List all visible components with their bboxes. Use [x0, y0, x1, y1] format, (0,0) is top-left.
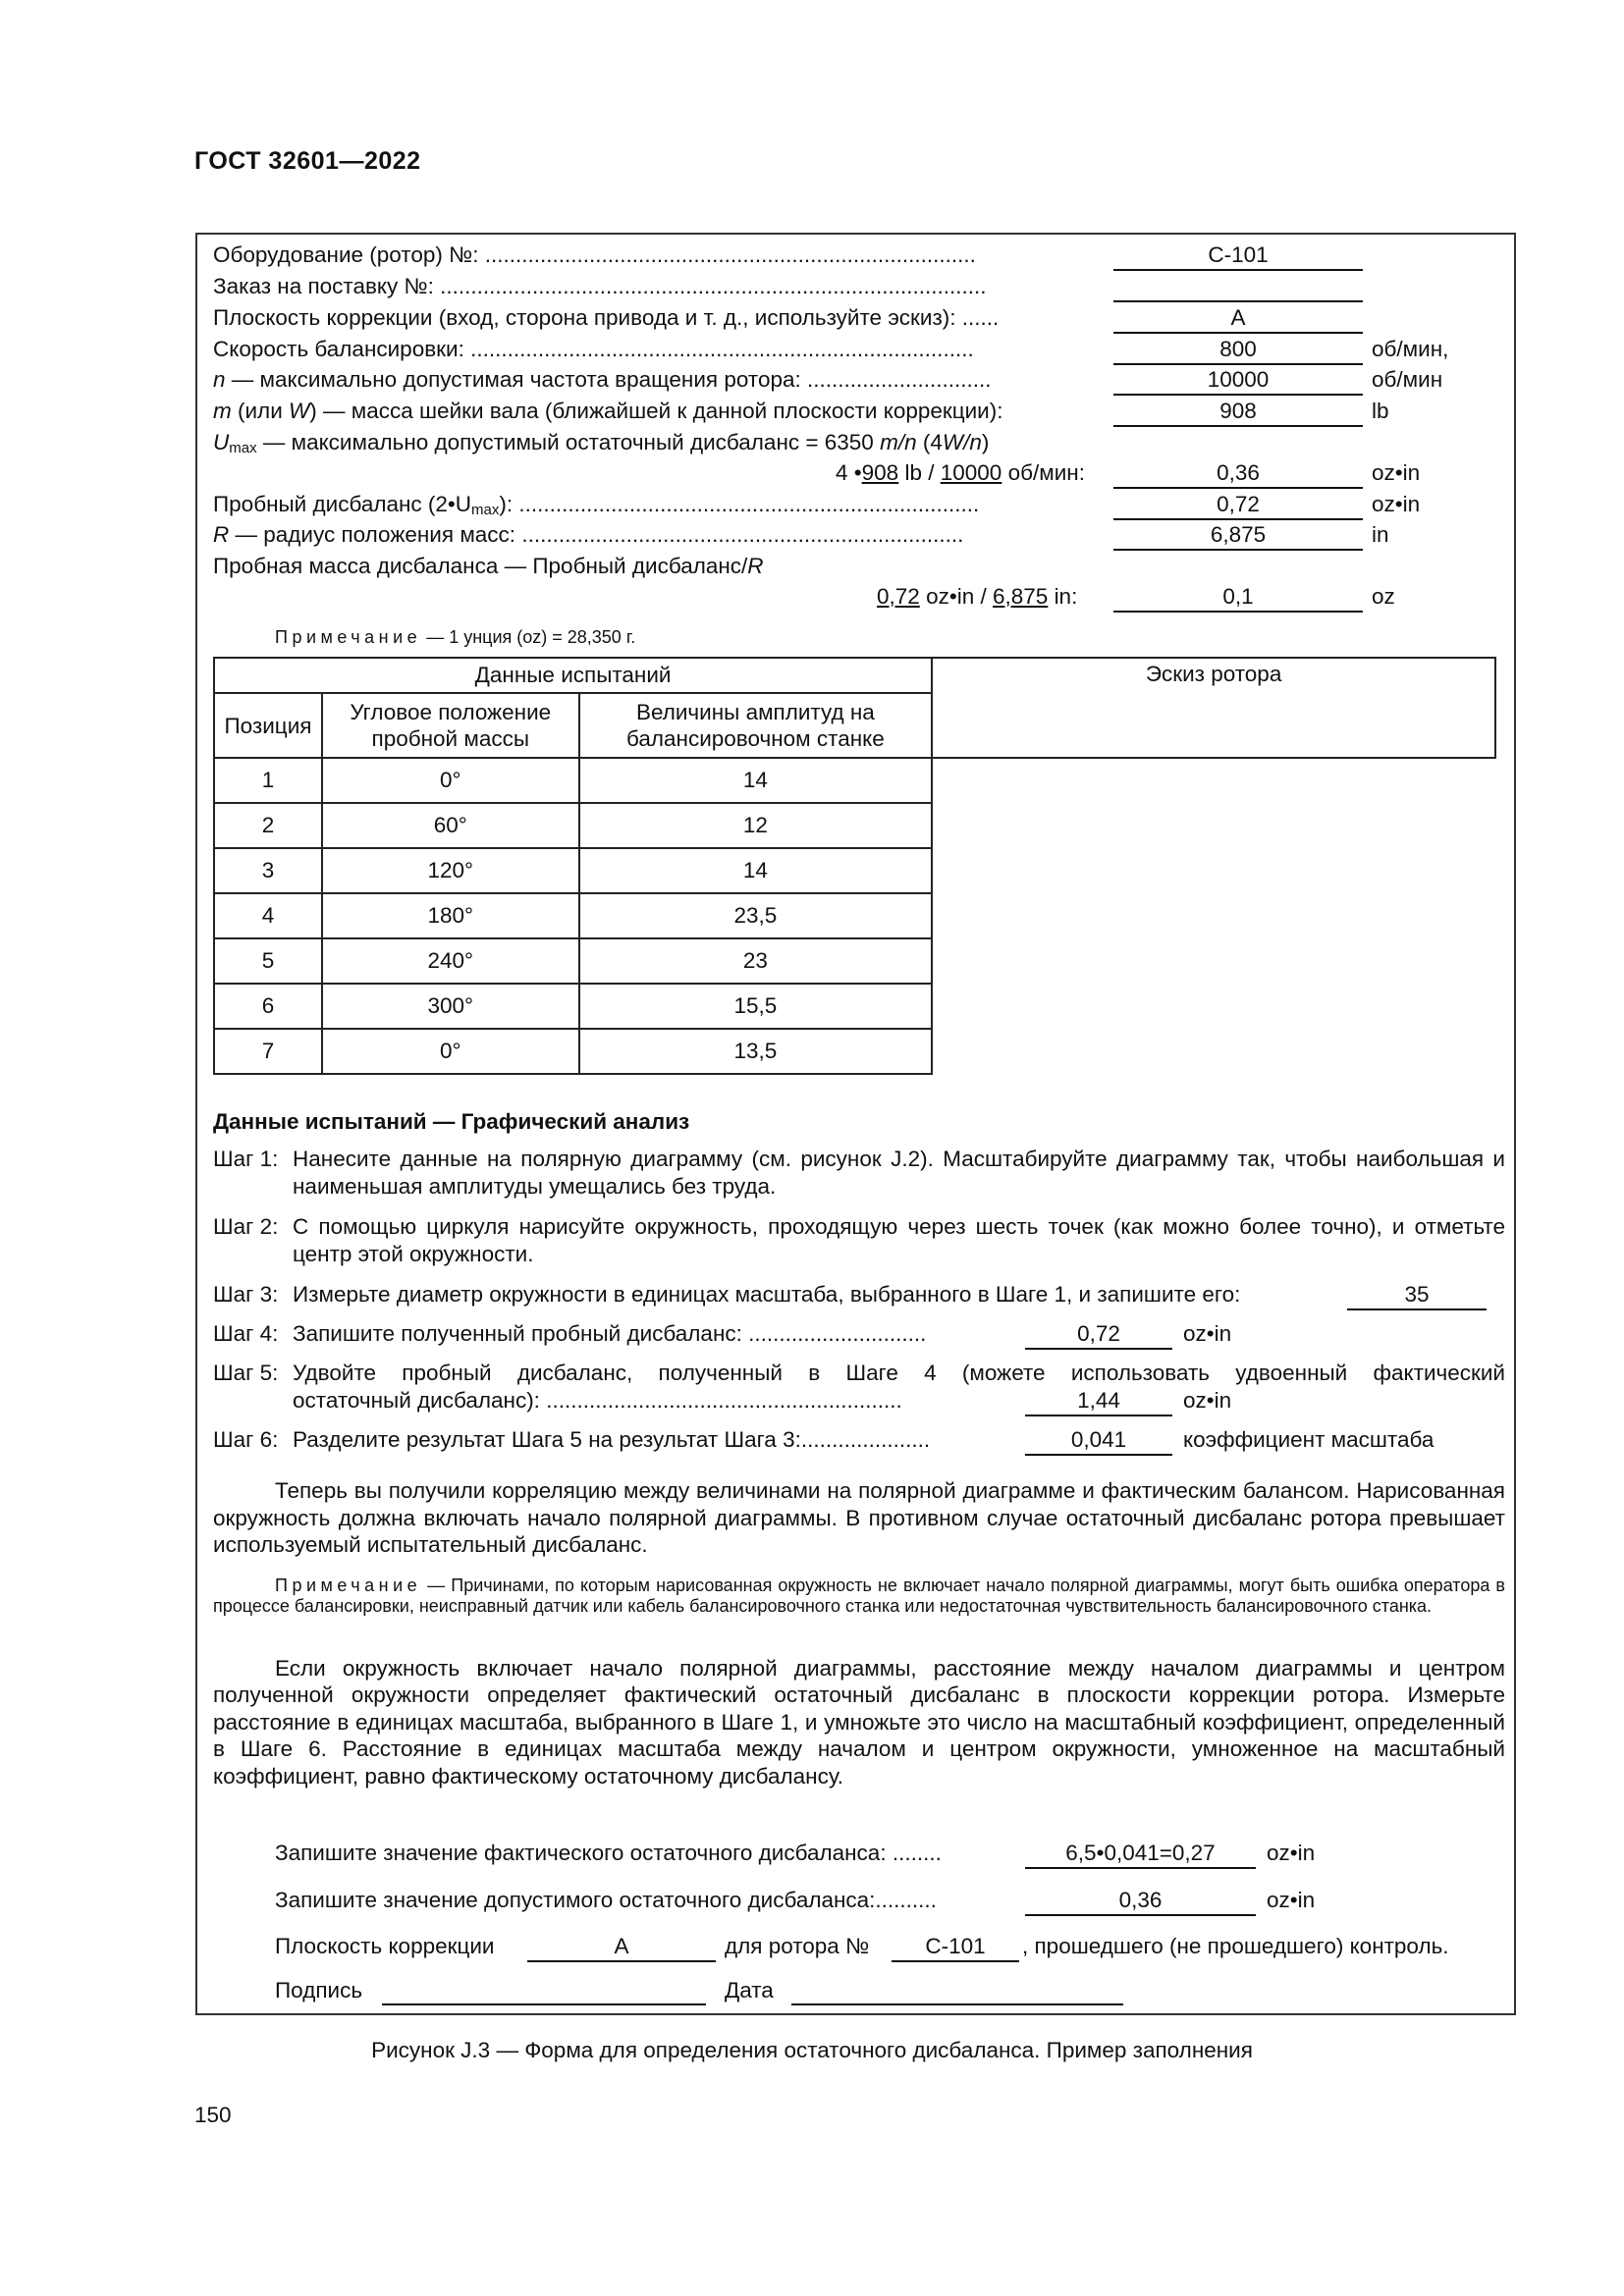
step-4-label: Шаг 4:: [213, 1321, 279, 1346]
trial-mass-calc-b: 6,875: [992, 584, 1049, 609]
date-field[interactable]: [791, 1978, 1123, 2005]
note-ounce-text: — 1 унция (oz) = 28,350 г.: [421, 627, 636, 647]
plane-field[interactable]: А: [1113, 304, 1363, 334]
step-5-field[interactable]: 1,44: [1025, 1387, 1172, 1416]
table-row: [214, 848, 1495, 893]
position-column-header: Позиция: [214, 693, 322, 758]
position-cell: 6: [214, 984, 322, 1029]
actual-residual-field[interactable]: 6,5•0,041=0,27: [1025, 1840, 1256, 1869]
trial-mass-field[interactable]: 0,1: [1113, 583, 1363, 613]
equipment-dots: ................................................................................: [484, 242, 976, 267]
umax-label: — максимально допустимый остаточный дисбаланс = 6350: [256, 430, 881, 454]
umax-calc-line: [836, 459, 1085, 487]
order-field[interactable]: [1113, 273, 1363, 302]
umax-line: [213, 429, 989, 462]
allowed-residual-field[interactable]: 0,36: [1025, 1887, 1256, 1916]
trial-line: [213, 491, 979, 524]
position-cell: 3: [214, 848, 322, 893]
position-cell: 1: [214, 758, 322, 803]
step-4-unit: oz•in: [1183, 1321, 1232, 1346]
rotor-sketch-area: [932, 658, 1495, 758]
position-cell: 5: [214, 938, 322, 984]
plane-result-label: Плоскость коррекции: [275, 1934, 495, 1958]
signature-field[interactable]: [382, 1978, 706, 2005]
speed-label: Скорость балансировки:: [213, 337, 471, 361]
amplitude-cell: 15,5: [579, 984, 933, 1029]
trial-dots: ...........................................................................: [518, 492, 980, 516]
allowed-residual-unit: oz•in: [1267, 1888, 1316, 1912]
note-reasons: [213, 1575, 1505, 1617]
radius-line: [213, 521, 963, 549]
trial-mass-calc-line: [877, 583, 1077, 611]
umax-calc-prefix: 4 •: [836, 460, 862, 485]
umax-calc-mass: 908: [861, 460, 899, 485]
rotor-result-label: для ротора №: [725, 1934, 870, 1958]
paragraph-measurement: Если окружность включает начало полярной диаграммы, расстояние между началом диаграммы и центром полученной окружности определяет фактический остаточный дисбаланс в плоскости коррекции ротора. Измерьте расстояние в единицах масштаба, выбранного в Шаге 1, и умножьте это число на масштабный коэффициент, определенный в Шаге 6. Расстояние в единицах масштаба между началом и центром окружности, умноженное на масштабный коэффициент, равно фактическому остаточному дисбалансу.: [213, 1656, 1505, 1789]
speed-line: [213, 336, 974, 363]
table-row: [214, 758, 1495, 803]
nmax-label: — максимально допустимая частота вращения ротора:: [225, 367, 807, 392]
equipment-label: Оборудование (ротор) №:: [213, 242, 485, 267]
trial-label: Пробный дисбаланс (2•U: [213, 492, 472, 516]
step-5-line2: [293, 1387, 1505, 1415]
trial-label-close: ):: [499, 492, 519, 516]
step-5-label: Шаг 5:: [213, 1361, 279, 1385]
step-1-text: Нанесите данные на полярную диаграмму (см. рисунок J.2). Масштабируйте диаграмму так, чтобы наибольшая и наименьшая амплитуды умещались без труда.: [293, 1147, 1505, 1199]
test-data-table: [213, 657, 1496, 1075]
mass-symbol: m: [213, 399, 232, 423]
verdict-text: , прошедшего (не прошедшего) контроль.: [1022, 1934, 1449, 1958]
step-5-unit: oz•in: [1183, 1388, 1232, 1413]
umax-formula-close: ): [981, 430, 990, 454]
speed-dots: ..................................................................................: [470, 337, 974, 361]
table-row: [214, 938, 1495, 984]
test-data-header: Данные испытаний: [214, 658, 932, 693]
table-row: [214, 984, 1495, 1029]
rotor-sketch-header: Эскиз ротора: [1145, 662, 1282, 686]
angle-cell: 0°: [322, 1029, 579, 1074]
mass-unit: lb: [1372, 399, 1389, 423]
table-row: [214, 893, 1495, 938]
trial-unit: oz•in: [1372, 492, 1421, 516]
step-4: [213, 1320, 1505, 1348]
note-reasons-text: — Причинами, по которым нарисованная окружность не включает начало полярной диаграммы, могут быть ошибка оператора в процессе балансировки, неисправный датчик или кабель балансировочного станка или недостаточная чувствительность балансировочного станка.: [213, 1575, 1505, 1616]
position-cell: 2: [214, 803, 322, 848]
step-1-label: Шаг 1:: [213, 1147, 279, 1171]
angle-cell: 300°: [322, 984, 579, 1029]
amplitude-column-header: Величины амплитуд на балансировочном станке: [579, 693, 933, 758]
actual-residual-unit: oz•in: [1267, 1841, 1316, 1865]
step-3-field[interactable]: 35: [1347, 1281, 1487, 1310]
umax-unit: oz•in: [1372, 460, 1421, 485]
radius-field[interactable]: 6,875: [1113, 521, 1363, 551]
umax-calc-mid: lb /: [904, 460, 935, 485]
allowed-residual-dots: ..........: [875, 1888, 937, 1912]
mass-symbol-w: W: [289, 399, 310, 423]
trial-mass-calc-a-unit: oz•in /: [926, 584, 987, 609]
umax-subscript: max: [229, 440, 257, 456]
position-cell: 4: [214, 893, 322, 938]
trial-mass-label: Пробная масса дисбаланса — Пробный дисбаланс/: [213, 554, 748, 578]
position-cell: 7: [214, 1029, 322, 1074]
angle-cell: 120°: [322, 848, 579, 893]
rotor-result-field[interactable]: С-101: [892, 1933, 1019, 1962]
step-5-text-2: остаточный дисбаланс):: [293, 1388, 547, 1413]
equipment-field[interactable]: С-101: [1113, 241, 1363, 271]
step-3-label: Шаг 3:: [213, 1282, 279, 1307]
angle-column-header: Угловое положение пробной массы: [322, 693, 579, 758]
signature-label: Подпись: [275, 1978, 363, 2002]
note-ounce-prefix: Примечание: [275, 627, 422, 647]
step-4-text: Запишите полученный пробный дисбаланс:: [293, 1321, 749, 1346]
step-6-dots: .....................: [800, 1427, 931, 1452]
equipment-line: [213, 241, 976, 269]
step-1: [213, 1146, 1505, 1201]
step-6-text: Разделите результат Шага 5 на результат Шага 3:: [293, 1427, 801, 1452]
note-ounce: [275, 626, 635, 648]
plane-label: Плоскость коррекции (вход, сторона привода и т. д., используйте эскиз):: [213, 305, 962, 330]
mass-line: [213, 398, 1003, 425]
mass-field[interactable]: 908: [1113, 398, 1363, 427]
trial-subscript: max: [471, 502, 500, 518]
umax-symbol: U: [213, 430, 230, 454]
step-2-label: Шаг 2:: [213, 1214, 279, 1239]
nmax-dots: ..............................: [807, 367, 992, 392]
figure-caption: Рисунок J.3 — Форма для определения остаточного дисбаланса. Пример заполнения: [371, 2038, 1253, 2062]
nmax-line: [213, 366, 992, 394]
nmax-unit: об/мин: [1372, 367, 1443, 392]
angle-cell: 0°: [322, 758, 579, 803]
mass-label-mid: (или: [231, 399, 290, 423]
date-label: Дата: [725, 1978, 774, 2002]
angle-cell: 180°: [322, 893, 579, 938]
umax-calc-speed: 10000: [940, 460, 1002, 485]
actual-residual-line: [275, 1840, 942, 1867]
step-4-line: [293, 1320, 1505, 1348]
step-3: [213, 1281, 1505, 1308]
umax-calc-suffix: об/мин:: [1007, 460, 1085, 485]
step-2-text: С помощью циркуля нарисуйте окружность, проходящую через шесть точек (как можно более точно), и отметьте центр этой окружности.: [293, 1214, 1505, 1266]
analysis-title: Данные испытаний — Графический анализ: [213, 1109, 690, 1134]
page-number: 150: [194, 2103, 232, 2127]
note-reasons-prefix: Примечание: [275, 1575, 422, 1595]
trial-mass-line: [213, 553, 764, 580]
amplitude-cell: 12: [579, 803, 933, 848]
allowed-residual-label: Запишите значение допустимого остаточного дисбаланса:: [275, 1888, 876, 1912]
nmax-symbol: n: [213, 367, 226, 392]
radius-dots: ........................................................................: [521, 522, 964, 547]
trial-mass-calc-a: 0,72: [877, 584, 920, 609]
step-5-dots: ..........................................................: [546, 1388, 902, 1413]
step-6-field[interactable]: 0,041: [1025, 1426, 1172, 1456]
speed-unit: об/мин,: [1372, 337, 1449, 361]
angle-cell: 240°: [322, 938, 579, 984]
trial-field[interactable]: 0,72: [1113, 491, 1363, 520]
allowed-residual-line: [275, 1887, 937, 1914]
amplitude-cell: 14: [579, 758, 933, 803]
umax-formula-alt: W/n: [942, 430, 982, 454]
order-dots: .........................................................................................: [440, 274, 987, 298]
table-row: [214, 803, 1495, 848]
mass-label: ) — масса шейки вала (ближайшей к данной плоскости коррекции):: [309, 399, 1003, 423]
table-row: [214, 1029, 1495, 1074]
order-label: Заказ на поставку №:: [213, 274, 441, 298]
umax-formula-open: (4: [916, 430, 943, 454]
trial-mass-symbol: R: [747, 554, 764, 578]
step-5-text: Удвойте пробный дисбаланс, полученный в Шаге 4 (можете использовать удвоенный фактический: [293, 1361, 1505, 1385]
step-6-label: Шаг 6:: [213, 1427, 279, 1452]
nmax-field[interactable]: 10000: [1113, 366, 1363, 396]
angle-cell: 60°: [322, 803, 579, 848]
actual-residual-dots: ........: [892, 1841, 942, 1865]
speed-field[interactable]: 800: [1113, 336, 1363, 365]
paragraph-correlation: Теперь вы получили корреляцию между величинами на полярной диаграмме и фактическим балансом. Нарисованная окружность должна включать начало полярной диаграммы. В противном случае остаточный дисбаланс ротора превышает используемый испытательный дисбаланс.: [213, 1478, 1505, 1557]
trial-mass-calc-b-unit: in:: [1054, 584, 1078, 609]
plane-dots: ......: [961, 305, 1000, 330]
umax-field[interactable]: 0,36: [1113, 459, 1363, 489]
step-2: [213, 1213, 1505, 1268]
amplitude-cell: 23: [579, 938, 933, 984]
radius-label: — радиус положения масс:: [229, 522, 522, 547]
order-line: [213, 273, 987, 300]
amplitude-cell: 23,5: [579, 893, 933, 938]
step-6-unit: коэффициент масштаба: [1183, 1427, 1435, 1452]
actual-residual-label: Запишите значение фактического остаточного дисбаланса:: [275, 1841, 893, 1865]
document-header: ГОСТ 32601—2022: [194, 147, 421, 175]
plane-result-field[interactable]: А: [527, 1933, 716, 1962]
amplitude-cell: 14: [579, 848, 933, 893]
step-4-dots: .............................: [748, 1321, 927, 1346]
umax-formula: m/n: [880, 430, 917, 454]
radius-symbol: R: [213, 522, 230, 547]
step-5: [213, 1360, 1505, 1415]
radius-unit: in: [1372, 522, 1389, 547]
amplitude-cell: 13,5: [579, 1029, 933, 1074]
plane-line: [213, 304, 999, 332]
step-4-field[interactable]: 0,72: [1025, 1320, 1172, 1350]
trial-mass-unit: oz: [1372, 584, 1395, 609]
step-3-text: Измерьте диаметр окружности в единицах масштаба, выбранного в Шаге 1, и запишите его:: [293, 1282, 1241, 1307]
